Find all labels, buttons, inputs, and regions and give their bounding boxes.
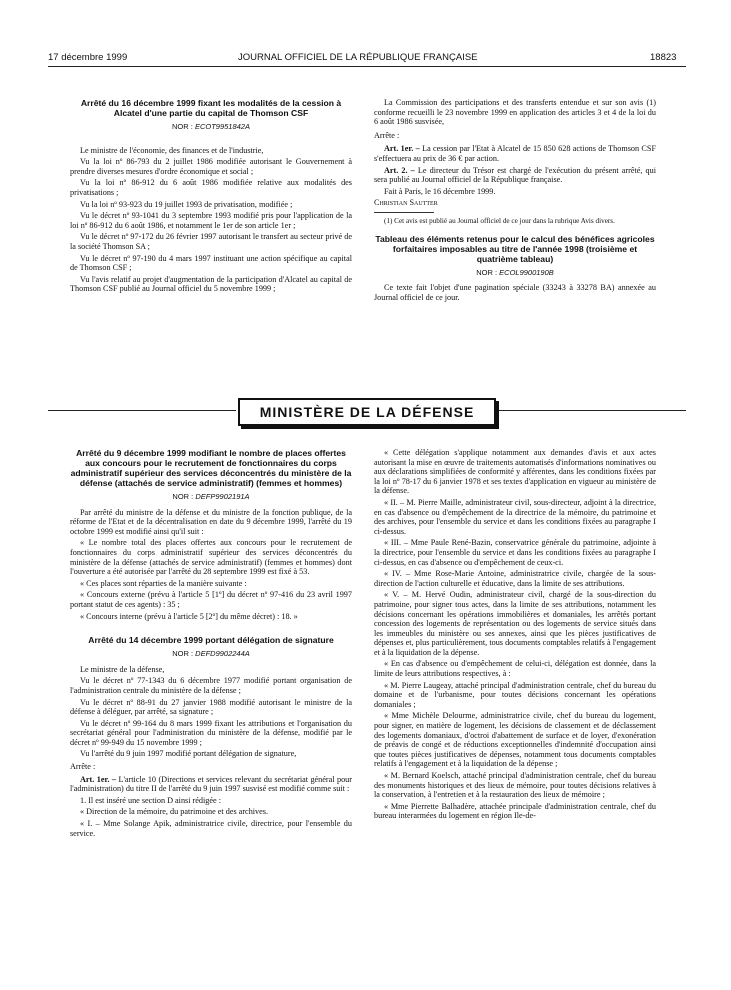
paragraph: Vu le décret nº 99-164 du 8 mars 1999 fixant les attributions et l'organisation du secrétariat général pour l'administration du ministère de la défense, modifié par le décret nº 99-949 du 15 novembre 1999 ;: [70, 718, 352, 747]
fait-line: Fait à Paris, le 16 décembre 1999.: [384, 186, 496, 196]
signature: Christian Sautter: [374, 198, 438, 208]
article-alcatel-right: [374, 98, 656, 304]
footnote: (1) Cet avis est publié au Journal officiel de ce jour dans la rubrique Avis divers.: [384, 216, 615, 225]
paragraph: « Ces places sont réparties de la manière suivante :: [80, 578, 247, 588]
article-delegation-continued: [374, 448, 656, 823]
paragraph: Vu la loi nº 93-923 du 19 juillet 1993 de privatisation, modifiée ;: [80, 199, 293, 209]
nor-reference: NOR : ECOT9951842A: [172, 122, 250, 131]
paragraph: 1. Il est inséré une section D ainsi rédigée :: [80, 795, 221, 805]
paragraph: « IV. – Mme Rose-Marie Antoine, administratrice civile, chargée de la sous-direction de l'action culturelle et éducative, dans la limite de ses attributions.: [374, 569, 656, 588]
paragraph: Vu le décret nº 93-1041 du 3 septembre 1993 modifié pris pour l'application de la loi nº 86-912 du 6 août 1986, et notamment le 1er de son article 1er ;: [70, 211, 352, 230]
paragraph: Ce texte fait l'objet d'une pagination spéciale (33243 à 33278 BA) annexée au Journal officiel de ce jour.: [374, 283, 656, 302]
footnote-separator: [374, 212, 434, 213]
nor-reference: NOR : DEFP9902191A: [172, 492, 250, 501]
nor-reference: NOR : ECOL9900190B: [476, 267, 554, 277]
paragraph: Vu l'avis relatif au projet d'augmentation de la participation d'Alcatel au capital de Thomson CSF publié au Journal officiel du 5 novembre 1999 ;: [70, 274, 352, 294]
nor-reference: NOR : DEFD9902244A: [172, 649, 250, 659]
paragraph: « Mme Pierrette Balhadère, attachée principale d'administration centrale, chef du bureau interarmées du logement en région Ile-de-: [374, 801, 656, 821]
paragraph: « M. Bernard Koelsch, attaché principal d'administration centrale, chef du bureau des monuments historiques et des lieux de mémoire, pour toutes décisions relatives à la conservation, à l'entretien et à la restauration des lieux de mémoire ;: [374, 771, 656, 800]
arrete-label: Arrête :: [374, 130, 400, 140]
paragraph: Vu le décret nº 88-91 du 27 janvier 1988 modifié autorisant le ministre de la défense à déléguer, par arrêté, sa signature ;: [70, 697, 352, 717]
article-concours: [70, 448, 352, 840]
article-1: Art. 1er. – L'article 10 (Directions et services relevant du secrétariat général pour l'administration) du titre II de l'arrêté du 9 juin 1997 susvisé est modifié comme suit :: [70, 774, 353, 794]
article-title: Arrêté du 9 décembre 1999 modifiant le nombre de places offertes aux concours pour le recrutement de fonctionnaires du corps administratif supérieur des services déconcentrés du ministère de la défense (attachés de service administratif) (femmes et hommes): [70, 448, 352, 488]
article-1: Art. 1er. – La cession par l'Etat à Alcatel de 15 850 628 actions de Thomson CSF s'effectuera au prix de 36 € par action.: [374, 144, 656, 163]
paragraph: Vu le décret nº 97-190 du 4 mars 1997 instituant une action spécifique au capital de Thomson CSF ;: [70, 253, 352, 273]
paragraph: « III. – Mme Paule René-Bazin, conservatrice générale du patrimoine, adjointe à la directrice, pour l'ensemble du service et dans les conditions fixées au paragraphe I ci-dessus, en cas d'absence ou d'empêchement de ceux-ci.: [374, 538, 656, 567]
paragraph: Le ministre de l'économie, des finances et de l'industrie,: [80, 145, 264, 155]
paragraph: « II. – M. Pierre Maille, administrateur civil, sous-directeur, adjoint à la directrice, en cas d'absence ou d'empêchement de la directrice de la mémoire, du patrimoine et des archives, pour l'ensemble du service et dans les conditions fixées au paragraphe I ci-dessus.: [374, 497, 656, 536]
ministry-heading: MINISTÈRE DE LA DÉFENSE: [238, 398, 496, 426]
header-rule: [48, 66, 686, 67]
paragraph: Par arrêté du ministre de la défense et du ministre de la fonction publique, de la réforme de l'Etat et de la décentralisation en date du 9 décembre 1999, l'arrêté du 19 octobre 1999 est modifié ainsi qu'il suit :: [70, 507, 352, 536]
paragraph: Vu la loi nº 86-912 du 6 août 1986 modifiée relative aux modalités des privatisations ;: [70, 178, 352, 197]
article-2: Art. 2. – Le directeur du Trésor est chargé de l'exécution du présent arrêté, qui sera publié au Journal officiel de la République française.: [374, 165, 657, 185]
header-journal-title: JOURNAL OFFICIEL DE LA RÉPUBLIQUE FRANÇAISE: [238, 52, 478, 63]
paragraph: Le ministre de la défense,: [80, 664, 165, 674]
paragraph: « Cette délégation s'applique notamment aux demandes d'avis et aux actes autorisant la mise en œuvre de traitements automatisés d'informations nominatives ou aux déclarations simplifiées de conformité y afférentes, dans les conditions fixées par la loi nº 78-17 du 6 janvier 1978 et ses textes d'application en vigueur au ministère de la défense.: [374, 448, 656, 496]
arrete-label: Arrête :: [70, 762, 96, 772]
article-title: Tableau des éléments retenus pour le calcul des bénéfices agricoles forfaitaires imposables au titre de l'année 1998 (troisième et quatrième tableau): [375, 233, 655, 264]
paragraph: Vu l'arrêté du 9 juin 1997 modifié portant délégation de signature,: [80, 749, 297, 759]
paragraph: Vu le décret nº 77-1343 du 6 décembre 1977 modifié portant organisation de l'administration centrale du ministère de la défense ;: [70, 676, 352, 695]
paragraph: « V. – M. Hervé Oudin, administrateur civil, chargé de la sous-direction du patrimoine, pour signer tous actes, dans la limite de ses attributions, notamment les décisions concernant les opérations immobilières et domaniales, les arrêtés portant concession des logements de représentation ou des logements de service situés dans les immeubles du ministère ou ses annexes, ainsi que les pièces justificatives de dépenses et, plus particulièrement, tous documents comptables relatifs à l'engagement et à la liquidation de la dépense.: [374, 590, 656, 657]
header-date: 17 décembre 1999: [48, 52, 128, 63]
paragraph: « I. – Mme Solange Apik, administratrice civile, directrice, pour l'ensemble du service.: [70, 819, 352, 838]
article-alcatel-left: [70, 98, 352, 296]
paragraph: « Direction de la mémoire, du patrimoine et des archives.: [80, 807, 269, 817]
paragraph: « Concours externe (prévu à l'article 5 [1º] du décret nº 97-416 du 23 avril 1997 portant statut de ces agents) : 35 ;: [70, 590, 352, 609]
paragraph: Vu le décret nº 97-172 du 26 février 1997 autorisant le transfert au secteur privé de la société Thomson SA ;: [70, 232, 352, 251]
header-page-number: 18823: [650, 52, 677, 63]
paragraph: La Commission des participations et des transferts entendue et sur son avis (1) conforme recueilli le 23 novembre 1999 en application des articles 3 et 4 de la loi du 6 août 1986 susvisée,: [374, 98, 656, 127]
paragraph: « Concours interne (prévu à l'article 5 [2º] du même décret) : 18. »: [80, 611, 298, 621]
article-title: Arrêté du 14 décembre 1999 portant délégation de signature: [88, 635, 334, 646]
article-title: Arrêté du 16 décembre 1999 fixant les modalités de la cession à Alcatel d'une partie du capital de Thomson CSF: [80, 98, 342, 118]
paragraph: « M. Pierre Laugeay, attaché principal d'administration centrale, chef du bureau du domaine et de l'urbanisme, pour toutes décisions concernant les opérations domaniales ;: [374, 680, 656, 709]
paragraph: « Le nombre total des places offertes aux concours pour le recrutement de fonctionnaires du corps administratif supérieur des services déconcentrés du ministère de la défense (attachés de service administratif) (femmes et hommes) dont l'ouverture a été autorisée par l'arrêté du 28 septembre 1999 est fixé à 53.: [70, 538, 352, 577]
paragraph: « En cas d'absence ou d'empêchement de celui-ci, délégation est donnée, dans la limite de leurs attributions respectives, à :: [374, 659, 656, 679]
paragraph: « Mme Michèle Delourme, administratrice civile, chef du bureau du logement, pour signer, en matière de logement, les décisions de classement et de déclassement des logements domaniaux, d'octroi d'abattement de surface et de loyer, d'exonération de préavis de congé et de réductions exceptionnelles d'indemnité d'occupation ainsi que toutes pièces justificatives de dépenses, notamment tous documents comptables relatifs à l'engagement et à la liquidation de la dépense ;: [374, 711, 656, 769]
paragraph: Vu la loi nº 86-793 du 2 juillet 1986 modifiée autorisant le Gouvernement à prendre diverses mesures d'ordre économique et social ;: [70, 157, 352, 176]
